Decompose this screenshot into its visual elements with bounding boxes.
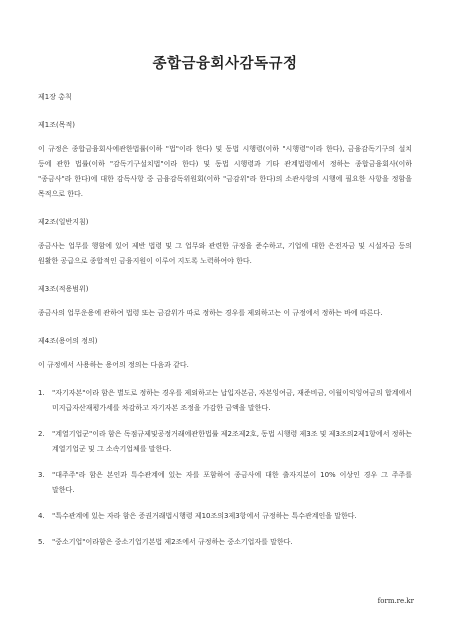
article-2-heading: 제2조(일반지침) <box>38 218 89 226</box>
article-2-text: 종금사는 업무를 행함에 있어 제반 법령 및 그 업무와 관련한 규정을 준수하고, 기업에 대한 은전자금 및 시설자금 등의 원활한 공급으로 종합적인 금융지원이 이루어 지도록 노력하여야 한다. <box>38 242 412 265</box>
document-body <box>38 90 412 550</box>
article-4-intro: 이 규정에서 사용하는 용어의 정의는 다음과 같다. <box>38 361 189 369</box>
list-item-number: 2. <box>38 430 45 438</box>
list-item-number: 1. <box>38 389 45 397</box>
list-item-text: "자기자본"이라 함은 별도로 정하는 경우를 제외하고는 납입자본금, 자본잉여금, 재준비금, 이월이익잉여금의 합계에서 미지급자산재평가세를 차감하고 자기자본 조정을 가감한 금액을 말한다. <box>52 389 412 412</box>
list-item <box>38 427 412 457</box>
list-item-number: 4. <box>38 512 45 520</box>
list-item-number: 5. <box>38 538 45 546</box>
list-item-text: "대주주"라 함은 본인과 특수관계에 있는 자를 포함하여 종금사에 대한 출자지분이 10% 이상인 경우 그 주주를 말한다. <box>52 471 412 494</box>
list-item-text: "계열기업군"이라 함은 독점규제및공정거래에관한법률 제2조제2호, 동법 시행령 제3조 및 제3조의2제1항에서 정하는 계열기업군 및 그 소속기업체를 말한다. <box>52 430 412 453</box>
list-item-text: "중소기업"이라함은 중소기업기본법 제2조에서 규정하는 중소기업자를 말한다. <box>52 538 293 546</box>
list-item <box>38 535 412 550</box>
article-1-heading: 제1조(목적) <box>38 121 75 129</box>
definition-list <box>38 386 412 550</box>
list-item <box>38 386 412 416</box>
article-3-text: 종금사의 업무운용에 관하여 법령 또는 금감위가 따로 정하는 경우를 제외하고는 이 규정에서 정하는 바에 따른다. <box>38 309 383 317</box>
list-item-number: 3. <box>38 471 45 479</box>
page-title: 종합금융회사감독규정 <box>152 55 298 72</box>
list-item-text: "특수관계에 있는 자라 함은 증권거래법시행령 제10조의3제3항에서 규정하는 특수관계인을 말한다. <box>52 512 357 520</box>
article-4-heading: 제4조(용어의 정의) <box>38 337 98 345</box>
chapter-heading: 제1장 총칙 <box>38 93 72 101</box>
list-item <box>38 509 412 524</box>
footer-source: form.re.kr <box>377 597 414 605</box>
article-3-heading: 제3조(적용범위) <box>38 285 89 293</box>
article-1-text: 이 규정은 종합금융회사에관한법률(이하 "법"이라 한다) 및 동법 시행령(이하 "시행령"이라 한다), 금융감독기구의 설치 등에 관한 법률(이하 "감독기구설치법"이라 한다) 및 동법 시행령과 기타 관계법령에서 정하는 종합금융회사(이하 "종금사"라 한다)에 대한 감독사항 중 금융감독위원회(이하 "금감위"라 한다)의 소관사항의 시행에 필요한 사항을 정함을 목적으로 한다. <box>38 145 412 198</box>
list-item <box>38 468 412 498</box>
